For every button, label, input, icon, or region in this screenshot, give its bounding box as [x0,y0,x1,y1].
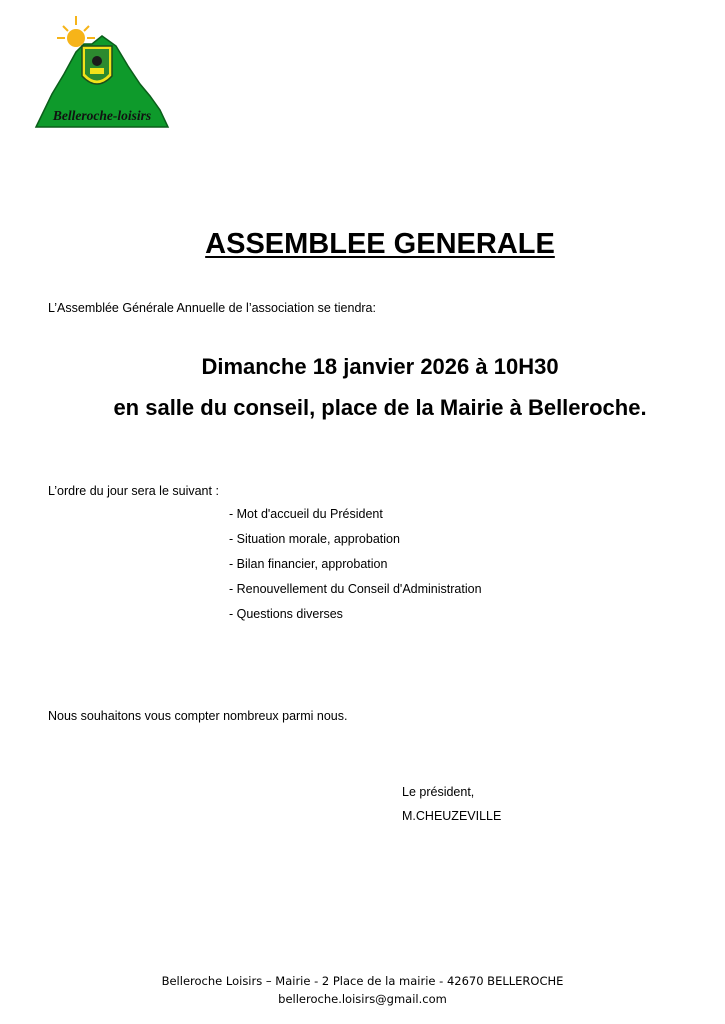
sun-icon [57,16,95,47]
intro-text: L’Assemblée Générale Annuelle de l’association se tiendra: [48,301,376,315]
coat-of-arms-icon [82,46,112,84]
agenda-item: - Bilan financier, approbation [229,557,388,571]
event-date: Dimanche 18 janvier 2026 à 10H30 [201,354,559,379]
closing-text: Nous souhaitons vous compter nombreux parmi nous. [48,709,348,723]
agenda-item: - Renouvellement du Conseil d'Administration [229,582,482,596]
belleroche-loisirs-logo [30,14,172,130]
agenda-list [229,507,482,632]
agenda-item: - Mot d'accueil du Président [229,507,383,521]
footer-address: Belleroche Loisirs – Mairie - 2 Place de la mairie - 42670 BELLEROCHE [161,974,564,988]
logo-text: Belleroche-loisirs [52,108,152,123]
agenda-item: - Situation morale, approbation [229,532,400,546]
signature-role: Le président, [402,785,475,799]
agenda-label: L’ordre du jour sera le suivant : [48,484,219,498]
page-title: ASSEMBLEE GENERALE [205,228,555,260]
agenda-item: - Questions diverses [229,607,343,621]
event-location: en salle du conseil, place de la Mairie à Belleroche. [113,395,647,420]
footer-email: belleroche.loisirs@gmail.com [278,992,447,1006]
signature-name: M.CHEUZEVILLE [402,809,502,823]
